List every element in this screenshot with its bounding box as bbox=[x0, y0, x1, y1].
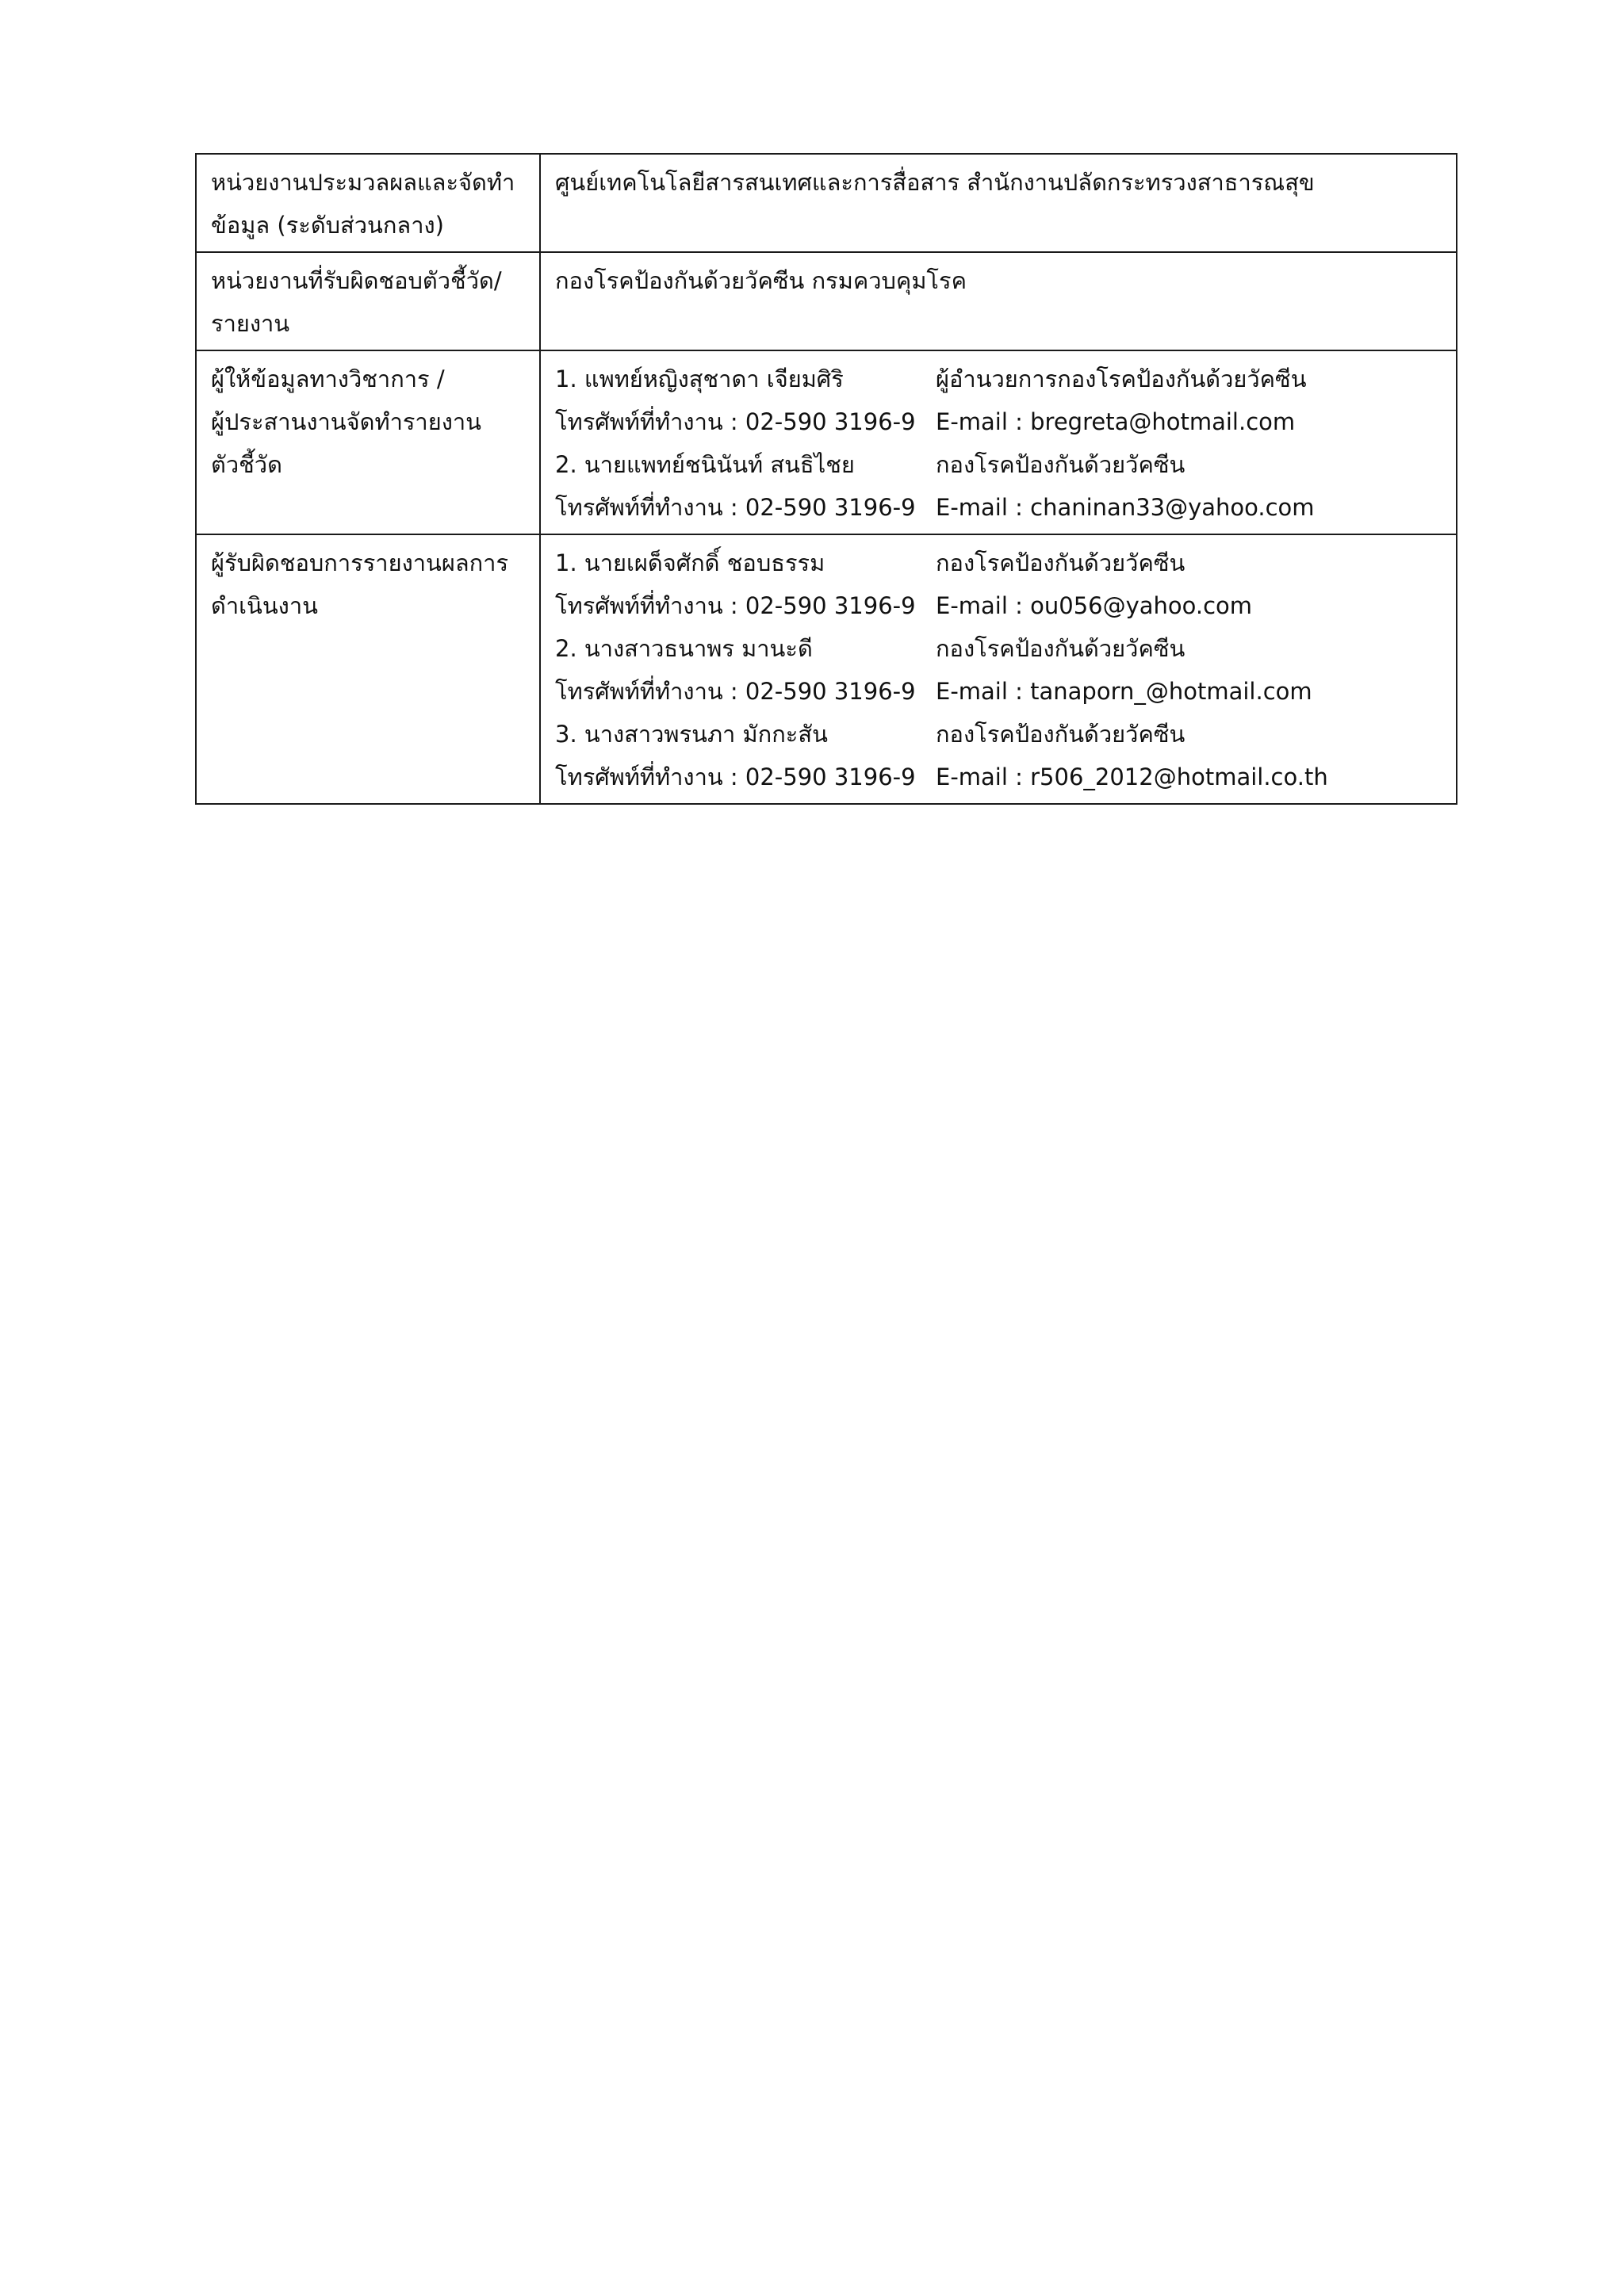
responsible-unit-value: กองโรคป้องกันด้วยวัคซีน กรมควบคุมโรค bbox=[555, 267, 967, 294]
contact-email: E-mail : r506_2012@hotmail.co.th bbox=[936, 763, 1328, 790]
contact-line bbox=[555, 713, 1442, 756]
label-line: หน่วยงานที่รับผิดชอบตัวชี้วัด/ bbox=[211, 267, 502, 294]
label-line: ดำเนินงาน bbox=[211, 592, 318, 619]
table-row-academic-contacts bbox=[196, 350, 1457, 534]
contact-line bbox=[555, 486, 1442, 529]
table-row-reporting-contacts bbox=[196, 534, 1457, 804]
processing-unit-value: ศูนย์เทคโนโลยีสารสนเทศและการสื่อสาร สำนักงานปลัดกระทรวงสาธารณสุข bbox=[555, 169, 1315, 196]
contact-email: E-mail : bregreta@hotmail.com bbox=[936, 408, 1296, 435]
contact-email: E-mail : ou056@yahoo.com bbox=[936, 592, 1253, 619]
contact-position: กองโรคป้องกันด้วยวัคซีน bbox=[936, 549, 1185, 576]
contact-position: กองโรคป้องกันด้วยวัคซีน bbox=[936, 635, 1185, 662]
label-cell-reporting-contacts bbox=[196, 534, 540, 804]
contact-line bbox=[555, 400, 1442, 443]
contact-line bbox=[555, 627, 1442, 670]
contact-phone: โทรศัพท์ที่ทำงาน : 02-590 3196-9 bbox=[555, 408, 916, 435]
contact-email: E-mail : chaninan33@yahoo.com bbox=[936, 494, 1315, 521]
label-cell-academic-contacts bbox=[196, 350, 540, 534]
contact-phone: โทรศัพท์ที่ทำงาน : 02-590 3196-9 bbox=[555, 592, 916, 619]
label-line: ข้อมูล (ระดับส่วนกลาง) bbox=[211, 212, 444, 239]
contact-phone: โทรศัพท์ที่ทำงาน : 02-590 3196-9 bbox=[555, 763, 916, 790]
contact-name: 1. แพทย์หญิงสุชาดา เจียมศิริ bbox=[555, 365, 844, 392]
contact-email: E-mail : tanaporn_@hotmail.com bbox=[936, 678, 1312, 705]
contact-name: 2. นางสาวธนาพร มานะดี bbox=[555, 635, 813, 662]
label-line: หน่วยงานประมวลผลและจัดทำ bbox=[211, 169, 515, 196]
label-line: ผู้ให้ข้อมูลทางวิชาการ / bbox=[211, 365, 445, 392]
label-cell-processing-unit bbox=[196, 154, 540, 252]
label-line: ผู้รับผิดชอบการรายงานผลการ bbox=[211, 549, 509, 576]
label-line: ตัวชี้วัด bbox=[211, 451, 282, 478]
table-row-processing-unit bbox=[196, 154, 1457, 252]
indicator-info-table bbox=[195, 153, 1457, 805]
label-line: รายงาน bbox=[211, 310, 290, 337]
value-cell-reporting-contacts bbox=[540, 534, 1457, 804]
table-row-responsible-unit bbox=[196, 252, 1457, 350]
contact-phone: โทรศัพท์ที่ทำงาน : 02-590 3196-9 bbox=[555, 678, 916, 705]
contact-phone: โทรศัพท์ที่ทำงาน : 02-590 3196-9 bbox=[555, 494, 916, 521]
value-cell-academic-contacts bbox=[540, 350, 1457, 534]
contact-line bbox=[555, 358, 1442, 400]
value-cell-processing-unit bbox=[540, 154, 1457, 252]
contact-line bbox=[555, 584, 1442, 627]
label-line: ผู้ประสานงานจัดทำรายงาน bbox=[211, 408, 481, 435]
contact-position: กองโรคป้องกันด้วยวัคซีน bbox=[936, 451, 1185, 478]
value-cell-responsible-unit bbox=[540, 252, 1457, 350]
contact-position: กองโรคป้องกันด้วยวัคซีน bbox=[936, 721, 1185, 748]
contact-name: 2. นายแพทย์ชนินันท์ สนธิไชย bbox=[555, 451, 855, 478]
label-cell-responsible-unit bbox=[196, 252, 540, 350]
contact-line bbox=[555, 541, 1442, 584]
contact-line bbox=[555, 443, 1442, 486]
contact-line bbox=[555, 756, 1442, 798]
contact-name: 1. นายเผด็จศักดิ์ ชอบธรรม bbox=[555, 549, 825, 576]
contact-line bbox=[555, 670, 1442, 713]
contact-position: ผู้อำนวยการกองโรคป้องกันด้วยวัคซีน bbox=[936, 365, 1307, 392]
contact-name: 3. นางสาวพรนภา มักกะสัน bbox=[555, 721, 828, 748]
